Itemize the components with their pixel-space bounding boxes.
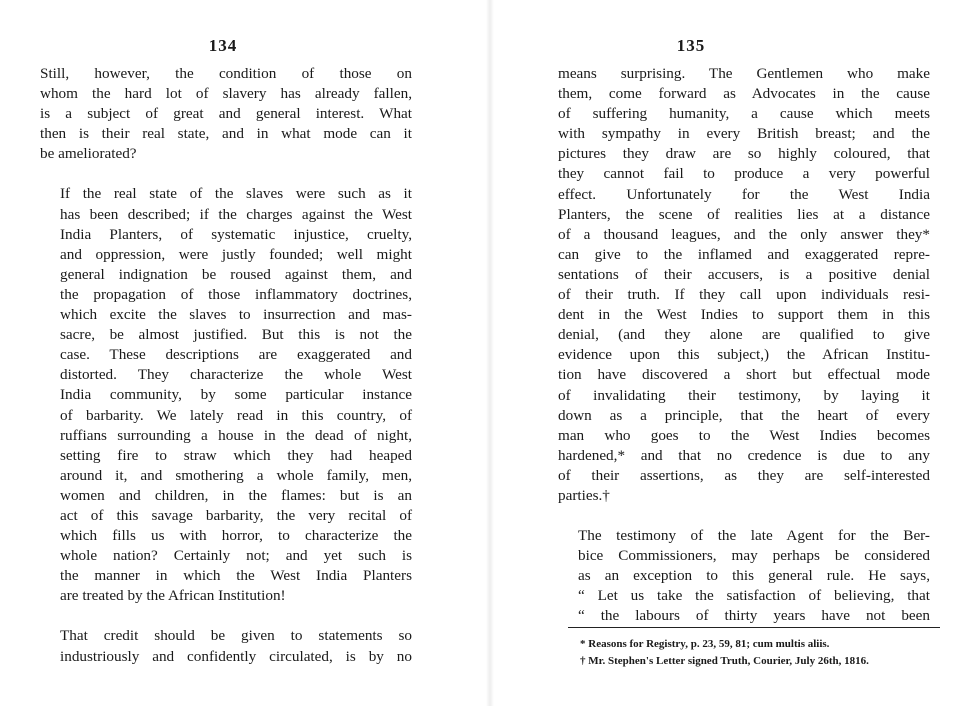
text-line: hardened,* and that no credence is due to any [558, 446, 930, 464]
paragraph [558, 64, 930, 506]
text-line: effect. Unfortunately for the West India [558, 185, 930, 203]
footnote-divider [568, 627, 940, 628]
text-line: evidence upon this subject,) the African Institu- [558, 346, 930, 364]
paragraph [558, 526, 930, 626]
text-line: the manner in which the West India Planters [60, 567, 412, 585]
page-number: 135 [676, 36, 706, 55]
text-line: means surprising. The Gentlemen who make [558, 65, 930, 82]
text-line: sacre, be almost justified. But this is not the [60, 326, 412, 344]
right-page [490, 0, 980, 706]
text-line: them, come forward as Advocates in the cause [558, 85, 930, 103]
text-line: parties.† [558, 486, 610, 504]
text-line: women and children, in the flames: but is an [60, 486, 412, 504]
text-line: “ the labours of thirty years have not been [578, 607, 930, 625]
text-line: “ Let us take the satisfaction of believing, that [578, 587, 930, 605]
text-line: and oppression, were justly founded; well might [60, 245, 412, 263]
text-line: If the real state of the slaves were such as it [60, 185, 412, 203]
text-line: distorted. They characterize the whole West [60, 366, 412, 384]
text-line: as an exception to this general rule. He says, [578, 567, 930, 585]
text-line: with sympathy in every British breast; and the [558, 125, 930, 143]
text-line: is a subject of great and general interest. What [40, 105, 412, 123]
text-line: they cannot fail to produce a very powerful [558, 165, 930, 183]
text-line: can give to the inflamed and exaggerated repre- [558, 245, 930, 263]
page-text [558, 64, 930, 627]
text-line: The testimony of the late Agent for the Ber- [578, 527, 930, 545]
text-line: of their truth. If they call upon individuals resi- [558, 286, 930, 304]
text-line: of suffering humanity, a cause which meets [558, 105, 930, 123]
paragraph [40, 64, 412, 164]
text-line: whom the hard lot of slavery has already fallen, [40, 85, 412, 103]
text-line: act of this savage barbarity, the very recital of [60, 506, 412, 524]
text-line: down as a principle, that the heart of every [558, 406, 930, 424]
text-line: which excite the slaves to insurrection and mas- [60, 306, 412, 324]
text-line: denial, (and they alone are qualified to give [558, 326, 930, 344]
text-line: pictures they draw are so highly coloured, that [558, 145, 930, 163]
text-line: setting fire to straw which they had heaped [60, 446, 412, 464]
text-line: India Planters, of systematic injustice, cruelty, [60, 225, 412, 243]
text-line: then is their real state, and in what mode can it [40, 125, 412, 143]
text-line: Planters, the scene of realities lies at a distance [558, 205, 930, 223]
text-line: of their assertions, as they are self-interested [558, 466, 930, 484]
text-line: sentations of their accusers, is a positive denial [558, 265, 930, 283]
page-text [40, 64, 412, 667]
text-line: Still, however, the condition of those on [40, 65, 412, 82]
paragraph [40, 184, 412, 606]
text-line: of a thousand leagues, and the only answer they* [558, 225, 930, 243]
text-line: That credit should be given to statements so [60, 627, 412, 645]
text-line: case. These descriptions are exaggerated and [60, 346, 412, 364]
footnote: † Mr. Stephen's Letter signed Truth, Courier, July 26th, 1816. [580, 655, 869, 667]
text-line: bice Commissioners, may perhaps be considered [578, 547, 930, 565]
paragraph [40, 626, 412, 666]
text-line: industriously and confidently circulated, is by no [60, 647, 412, 665]
footnote: * Reasons for Registry, p. 23, 59, 81; cum multis aliis. [580, 638, 830, 650]
text-line: India community, by some particular instance [60, 386, 412, 404]
text-line: around it, and smothering a whole family, men, [60, 466, 412, 484]
text-line: are treated by the African Institution! [60, 587, 286, 605]
text-line: ruffians surrounding a house in the dead of night, [60, 426, 412, 444]
text-line: general indignation be roused against them, and [60, 265, 412, 283]
text-line: dent in the West Indies to support them in this [558, 306, 930, 324]
text-line: the propagation of those inflammatory doctrines, [60, 285, 412, 303]
text-line: whole nation? Certainly not; and yet such is [60, 547, 412, 565]
text-line: which fills us with horror, to characterize the [60, 527, 412, 545]
footnotes [580, 636, 950, 670]
text-line: has been described; if the charges against the West [60, 205, 412, 223]
text-line: tion have discovered a short but effectual mode [558, 366, 930, 384]
page-number: 134 [208, 36, 238, 55]
text-line: be ameliorated? [40, 145, 137, 163]
text-line: of barbarity. We lately read in this country, of [60, 406, 412, 424]
text-line: of invalidating their testimony, by laying it [558, 386, 930, 404]
text-line: man who goes to the West Indies becomes [558, 426, 930, 444]
